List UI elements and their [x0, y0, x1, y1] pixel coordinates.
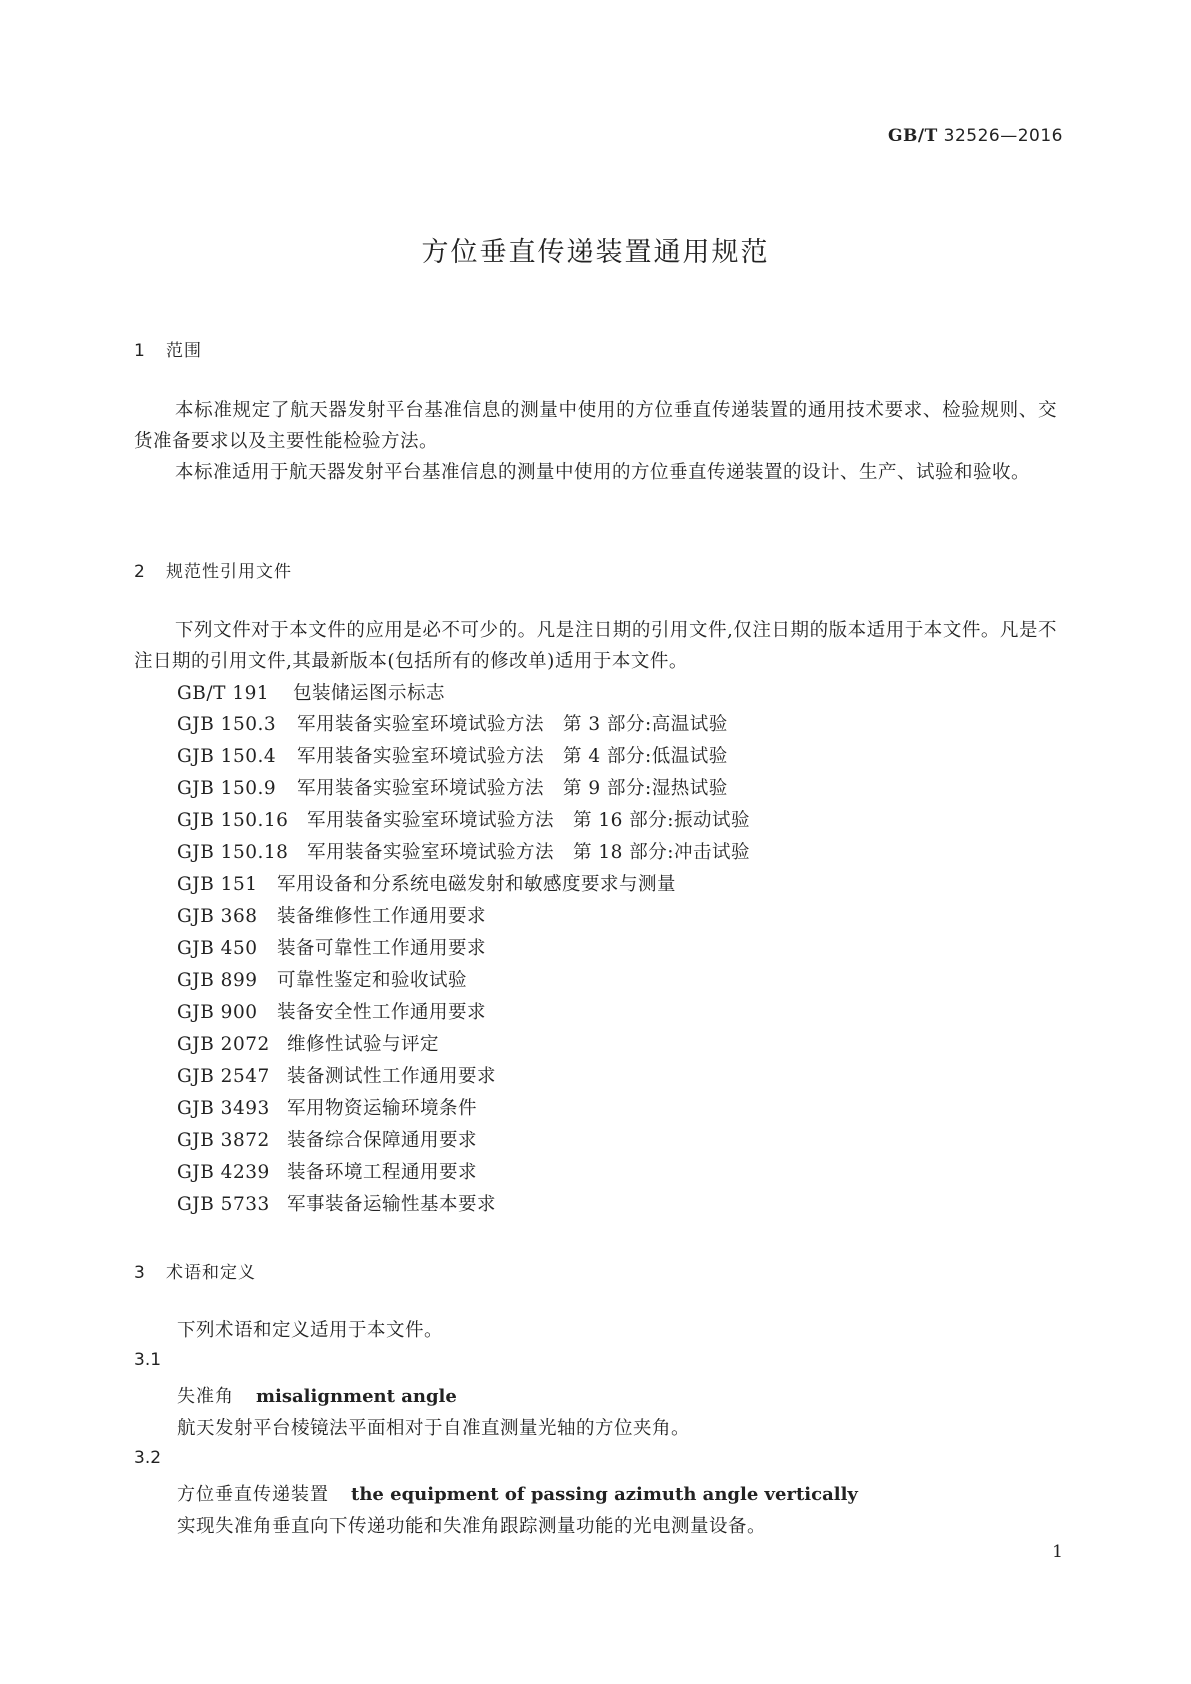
section-title: 范围: [166, 341, 202, 361]
reference-code: GJB 450: [177, 938, 258, 959]
reference-title: 军用装备实验室环境试验方法 第 3 部分:高温试验: [297, 714, 728, 735]
reference-item: [177, 1094, 477, 1120]
reference-item: [177, 934, 486, 960]
reference-code: GJB 368: [177, 906, 258, 927]
page-number: 1: [1052, 1542, 1063, 1562]
reference-code: GJB 150.3: [177, 714, 277, 735]
reference-code: GJB 150.18: [177, 842, 289, 863]
reference-code: GJB 899: [177, 970, 258, 991]
reference-title: 装备维修性工作通用要求: [277, 906, 487, 927]
reference-title: 军用装备实验室环境试验方法 第 18 部分:冲击试验: [307, 842, 751, 863]
reference-code: GJB 5733: [177, 1194, 270, 1215]
term-name-en: the equipment of passing azimuth angle vertically: [351, 1484, 858, 1505]
document-code-number: 32526—2016: [943, 126, 1063, 146]
reference-code: GJB 900: [177, 1002, 258, 1023]
reference-title: 军用装备实验室环境试验方法 第 16 部分:振动试验: [307, 810, 751, 831]
reference-item: [177, 966, 467, 992]
references-intro-paragraph: 下列文件对于本文件的应用是必不可少的。凡是注日期的引用文件,仅注日期的版本适用于本文件。凡是不注日期的引用文件,其最新版本(包括所有的修改单)适用于本文件。: [134, 620, 1057, 672]
reference-item: [177, 1158, 477, 1184]
section-number: 2: [134, 562, 146, 582]
reference-code: GJB 150.4: [177, 746, 277, 767]
scope-paragraph-2: 本标准适用于航天器发射平台基准信息的测量中使用的方位垂直传递装置的设计、生产、试验和验收。: [175, 462, 1031, 483]
term-name: [177, 1480, 858, 1506]
reference-title: 军用设备和分系统电磁发射和敏感度要求与测量: [277, 874, 677, 895]
reference-title: 包装储运图示标志: [293, 683, 446, 704]
scope-paragraph-1: 本标准规定了航天器发射平台基准信息的测量中使用的方位垂直传递装置的通用技术要求、检验规则、交货准备要求以及主要性能检验方法。: [134, 400, 1057, 452]
reference-code: GJB 2547: [177, 1066, 270, 1087]
reference-title: 军用物资运输环境条件: [287, 1098, 478, 1119]
section-heading-terms: [134, 1258, 256, 1283]
reference-item: [177, 1190, 496, 1216]
reference-item: [177, 902, 486, 928]
section-number: 3: [134, 1263, 146, 1283]
term-number: 3.1: [134, 1350, 162, 1370]
reference-item: [177, 806, 750, 832]
term-number: 3.2: [134, 1448, 162, 1468]
term-name-zh: 方位垂直传递装置: [177, 1484, 329, 1505]
term-name-zh: 失准角: [177, 1386, 234, 1407]
reference-item: [177, 679, 445, 705]
section-heading-scope: [134, 336, 202, 361]
reference-item: [177, 742, 728, 768]
document-code: [888, 126, 1063, 146]
document-code-prefix: GB/T: [888, 126, 938, 146]
section-title: 规范性引用文件: [166, 562, 292, 582]
terms-intro: 下列术语和定义适用于本文件。: [177, 1320, 444, 1341]
section-heading-normative-references: [134, 557, 292, 582]
reference-title: 军用装备实验室环境试验方法 第 9 部分:湿热试验: [297, 778, 728, 799]
reference-title: 装备可靠性工作通用要求: [277, 938, 487, 959]
term-name: [177, 1382, 457, 1408]
reference-code: GB/T 191: [177, 683, 270, 704]
reference-item: [177, 838, 750, 864]
reference-title: 装备环境工程通用要求: [287, 1162, 478, 1183]
reference-item: [177, 998, 486, 1024]
reference-title: 可靠性鉴定和验收试验: [277, 970, 468, 991]
reference-code: GJB 150.9: [177, 778, 277, 799]
reference-item: [177, 1062, 496, 1088]
term-name-en: misalignment angle: [256, 1386, 457, 1407]
section-number: 1: [134, 341, 146, 361]
reference-title: 维修性试验与评定: [287, 1034, 440, 1055]
reference-title: 军事装备运输性基本要求: [287, 1194, 497, 1215]
reference-code: GJB 150.16: [177, 810, 289, 831]
reference-title: 装备测试性工作通用要求: [287, 1066, 497, 1087]
reference-item: [177, 774, 728, 800]
reference-item: [177, 870, 676, 896]
reference-code: GJB 3872: [177, 1130, 270, 1151]
reference-item: [177, 710, 728, 736]
reference-code: GJB 4239: [177, 1162, 270, 1183]
term-definition: 实现失准角垂直向下传递功能和失准角跟踪测量功能的光电测量设备。: [177, 1516, 767, 1537]
reference-code: GJB 151: [177, 874, 258, 895]
reference-item: [177, 1126, 477, 1152]
reference-code: GJB 3493: [177, 1098, 270, 1119]
reference-item: [177, 1030, 439, 1056]
reference-code: GJB 2072: [177, 1034, 270, 1055]
reference-title: 装备综合保障通用要求: [287, 1130, 478, 1151]
section-title: 术语和定义: [166, 1263, 256, 1283]
reference-title: 装备安全性工作通用要求: [277, 1002, 487, 1023]
term-definition: 航天发射平台棱镜法平面相对于自准直测量光轴的方位夹角。: [177, 1418, 691, 1439]
document-title: 方位垂直传递装置通用规范: [421, 237, 770, 268]
reference-title: 军用装备实验室环境试验方法 第 4 部分:低温试验: [297, 746, 728, 767]
